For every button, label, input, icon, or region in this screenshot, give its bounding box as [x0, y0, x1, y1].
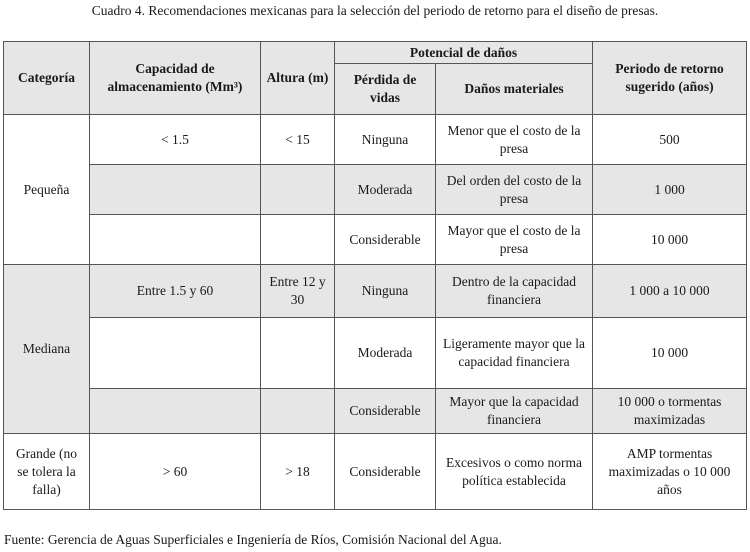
cell-capacidad: > 60 [90, 434, 261, 510]
cell-danos: Mayor que el costo de la presa [436, 215, 593, 265]
cell-capacidad [90, 318, 261, 389]
table-row [4, 389, 747, 434]
cell-capacidad: < 1.5 [90, 115, 261, 165]
cell-capacidad [90, 389, 261, 434]
header-periodo: Periodo de retorno sugerido (años) [593, 42, 747, 115]
header-danos: Daños materiales [436, 64, 593, 115]
header-perdida: Pérdida de vidas [335, 64, 436, 115]
cell-perdida: Considerable [335, 389, 436, 434]
cell-altura [261, 215, 335, 265]
cell-altura [261, 389, 335, 434]
table-row [4, 165, 747, 215]
table-row [4, 434, 747, 510]
cell-danos: Mayor que la capacidad financiera [436, 389, 593, 434]
cell-perdida: Moderada [335, 165, 436, 215]
cell-danos: Ligeramente mayor que la capacidad financiera [436, 318, 593, 389]
header-potencial: Potencial de daños [335, 42, 593, 64]
cell-perdida: Considerable [335, 434, 436, 510]
return-period-table [3, 41, 747, 510]
cell-perdida: Ninguna [335, 115, 436, 165]
table-source-note: Fuente: Gerencia de Aguas Superficiales e Ingeniería de Ríos, Comisión Nacional del Agua. [4, 532, 502, 547]
cell-perdida: Ninguna [335, 265, 436, 318]
cell-periodo: 10 000 [593, 318, 747, 389]
cell-capacidad [90, 165, 261, 215]
cell-danos: Menor que el costo de la presa [436, 115, 593, 165]
cell-periodo: 1 000 [593, 165, 747, 215]
table-row [4, 115, 747, 165]
cell-periodo: 10 000 o tormentas maximizadas [593, 389, 747, 434]
cell-altura [261, 165, 335, 215]
cell-periodo: 10 000 [593, 215, 747, 265]
table-row [4, 215, 747, 265]
header-categoria: Categoría [4, 42, 90, 115]
cell-periodo: 500 [593, 115, 747, 165]
cell-danos: Excesivos o como norma política establecida [436, 434, 593, 510]
table-caption: Cuadro 4. Recomendaciones mexicanas para la selección del periodo de retorno para el diseño de presas. [91, 3, 659, 18]
cell-capacidad: Entre 1.5 y 60 [90, 265, 261, 318]
cell-altura: > 18 [261, 434, 335, 510]
header-altura: Altura (m) [261, 42, 335, 115]
cell-categoria: Pequeña [4, 115, 90, 265]
table-row [4, 318, 747, 389]
cell-capacidad [90, 215, 261, 265]
cell-periodo: AMP tormentas maximizadas o 10 000 años [593, 434, 747, 510]
header-capacidad: Capacidad de almacenamiento (Mm³) [90, 42, 261, 115]
cell-categoria: Mediana [4, 265, 90, 434]
cell-danos: Dentro de la capacidad financiera [436, 265, 593, 318]
cell-altura: Entre 12 y 30 [261, 265, 335, 318]
cell-danos: Del orden del costo de la presa [436, 165, 593, 215]
cell-periodo: 1 000 a 10 000 [593, 265, 747, 318]
cell-perdida: Considerable [335, 215, 436, 265]
cell-categoria: Grande (no se tolera la falla) [4, 434, 90, 510]
cell-altura [261, 318, 335, 389]
table-row [4, 265, 747, 318]
cell-altura: < 15 [261, 115, 335, 165]
cell-perdida: Moderada [335, 318, 436, 389]
